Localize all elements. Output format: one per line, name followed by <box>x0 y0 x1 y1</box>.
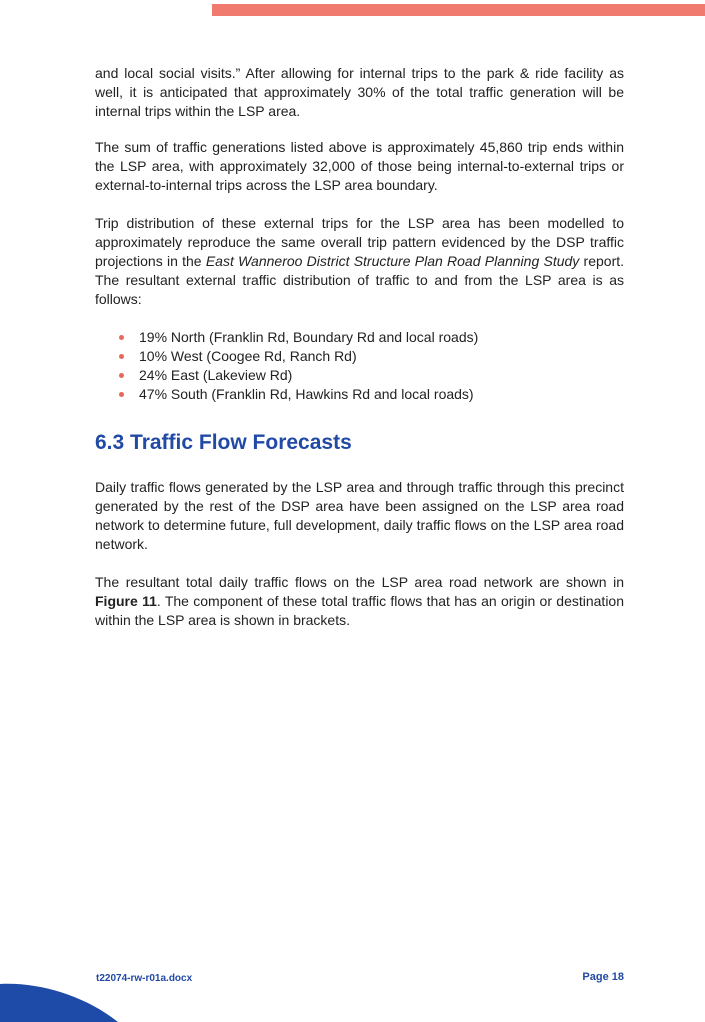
bullet-icon <box>119 335 124 340</box>
figure-ref-text: The resultant total daily traffic flows on the LSP area road network are shown in <box>95 574 624 590</box>
list-item <box>119 385 624 404</box>
paragraph-figure-reference <box>95 573 624 630</box>
bullet-icon <box>119 373 124 378</box>
list-item <box>119 347 624 366</box>
distribution-list <box>95 328 624 404</box>
bullet-icon <box>119 354 124 359</box>
bullet-icon <box>119 392 124 397</box>
footer-document-name: t22074-rw-r01a.docx <box>96 973 193 984</box>
list-item <box>119 328 624 347</box>
list-item <box>119 366 624 385</box>
list-item-text: 47% South (Franklin Rd, Hawkins Rd and local roads) <box>139 386 474 402</box>
footer-page-number: Page 18 <box>582 971 624 983</box>
distribution-intro-text-end: report. The resultant external traffic distribution of traffic to and from the LSP area is as follows: <box>95 253 625 307</box>
list-item-text: 24% East (Lakeview Rd) <box>139 367 293 383</box>
document-body <box>95 64 624 649</box>
figure-ref-text-end: . The component of these total traffic flows that has an origin or destination within the LSP area is shown in brackets. <box>95 593 624 628</box>
list-item-text: 19% North (Franklin Rd, Boundary Rd and local roads) <box>139 329 479 345</box>
paragraph-trip-ends: The sum of traffic generations listed above is approximately 45,860 trip ends within the LSP area, with approximately 32,000 of those being internal-to-external trips or external-to-internal trips across the LSP area boundary. <box>95 139 624 193</box>
header-accent-bar <box>212 4 705 16</box>
report-title: East Wanneroo District Structure Plan Road Planning Study <box>205 253 580 269</box>
paragraph-trip-distribution <box>95 214 624 309</box>
distribution-intro-text: Trip distribution of these external trips for the LSP area has been modelled to approximately reproduce the same overall trip pattern evidenced by the DSP traffic projections in the <box>95 215 624 269</box>
figure-reference: Figure 11 <box>95 593 157 609</box>
section-heading: 6.3 Traffic Flow Forecasts <box>95 431 352 454</box>
paragraph-traffic-flows: Daily traffic flows generated by the LSP area and through traffic through this precinct generated by the rest of the DSP area have been assigned on the LSP area road network to determine future, full development, daily traffic flows on the LSP area road network. <box>95 479 624 552</box>
list-item-text: 10% West (Coogee Rd, Ranch Rd) <box>139 348 357 364</box>
paragraph-internal-trips: and local social visits.” After allowing for internal trips to the park & ride facility as well, it is anticipated that approximately 30% of the total traffic generation will be internal trips within the LSP area. <box>95 65 624 119</box>
